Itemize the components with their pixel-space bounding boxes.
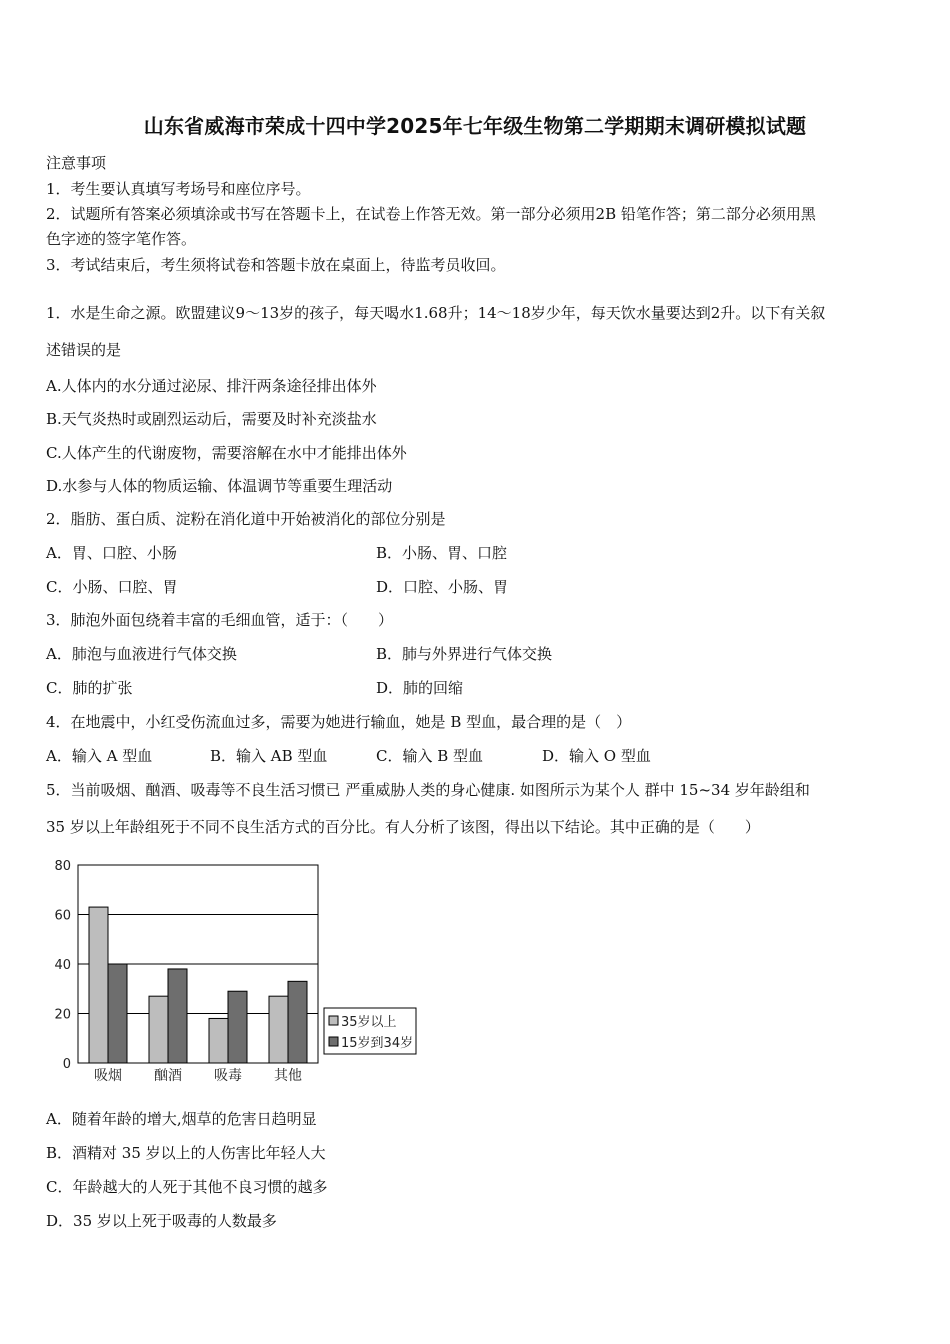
bar-over35-3 xyxy=(209,1018,228,1063)
q4-option-c: C．输入 B 型血 xyxy=(376,747,484,765)
legend-label: 35岁以上 xyxy=(341,1015,397,1030)
q4-option-a: A．输入 A 型血 xyxy=(46,747,153,765)
bar-15to34-1 xyxy=(108,964,127,1063)
q2-stem: 2．脂肪、蛋白质、淀粉在消化道中开始被消化的部位分别是 xyxy=(46,510,446,528)
bar-over35-1 xyxy=(89,907,108,1063)
x-tick-label: 酗酒 xyxy=(154,1068,182,1084)
bar-chart xyxy=(40,848,430,1090)
legend-label: 15岁到34岁 xyxy=(341,1036,414,1051)
bar-over35-2 xyxy=(149,996,168,1063)
q1-option-d: D.水参与人体的物质运输、体温调节等重要生理活动 xyxy=(46,477,393,495)
q2-option-c: C．小肠、口腔、胃 xyxy=(46,578,178,596)
x-tick-label: 吸烟 xyxy=(94,1068,122,1084)
y-tick-label: 60 xyxy=(54,908,71,924)
chart-legend xyxy=(324,1008,416,1054)
q5-option-c: C．年龄越大的人死于其他不良习惯的越多 xyxy=(46,1178,328,1196)
q3-option-c: C．肺的扩张 xyxy=(46,679,133,697)
q3-option-a: A．肺泡与血液进行气体交换 xyxy=(46,645,237,663)
notice-item-2: 2．试题所有答案必须填涂或书写在答题卡上，在试卷上作答无效。第一部分必须用2B 铅笔作答；第二部分必须用黑 xyxy=(46,205,816,223)
q1-stem: 1．水是生命之源。欧盟建议9～13岁的孩子，每天喝水1.68升；14～18岁少年，每天饮水量要达到2升。以下有关叙 xyxy=(46,304,826,322)
legend-swatch xyxy=(329,1016,338,1025)
notice-item-3: 3．考试结束后，考生须将试卷和答题卡放在桌面上，待监考员收回。 xyxy=(46,256,506,274)
bar-15to34-4 xyxy=(288,981,307,1063)
q4-stem: 4．在地震中，小红受伤流血过多，需要为她进行输血，她是 B 型血，最合理的是（ ） xyxy=(46,713,632,731)
legend-swatch xyxy=(329,1037,338,1046)
q5-stem: 5．当前吸烟、酗酒、吸毒等不良生活习惯已 严重威胁人类的身心健康. 如图所示为某个人 群中 15~34 岁年龄组和 xyxy=(46,781,810,799)
bar-15to34-3 xyxy=(228,991,247,1063)
q1-option-a: A.人体内的水分通过泌尿、排汗两条途径排出体外 xyxy=(46,377,377,395)
notice-heading: 注意事项 xyxy=(46,154,107,172)
x-tick-label: 其他 xyxy=(274,1068,302,1084)
q1-option-b: B.天气炎热时或剧烈运动后，需要及时补充淡盐水 xyxy=(46,410,377,428)
q5-option-a: A．随着年龄的增大,烟草的危害日趋明显 xyxy=(46,1110,317,1128)
q3-stem: 3．肺泡外面包绕着丰富的毛细血管，适于：（ ） xyxy=(46,611,394,629)
notice-item-1: 1．考生要认真填写考场号和座位序号。 xyxy=(46,180,311,198)
q3-option-d: D．肺的回缩 xyxy=(376,679,464,697)
chart-bars xyxy=(89,907,307,1063)
y-tick-label: 40 xyxy=(54,958,71,973)
q1-stem-cont: 述错误的是 xyxy=(46,341,122,359)
q2-option-d: D．口腔、小肠、胃 xyxy=(376,578,509,596)
q3-option-b: B．肺与外界进行气体交换 xyxy=(376,645,553,663)
bar-over35-4 xyxy=(269,996,288,1063)
y-tick-label: 0 xyxy=(62,1057,71,1072)
q5-option-d: D．35 岁以上死于吸毒的人数最多 xyxy=(46,1212,277,1230)
q4-option-b: B．输入 AB 型血 xyxy=(210,747,328,765)
q2-option-a: A．胃、口腔、小肠 xyxy=(46,544,177,562)
x-tick-label: 吸毒 xyxy=(214,1068,242,1084)
y-tick-label: 20 xyxy=(54,1007,71,1023)
q5-option-b: B．酒精对 35 岁以上的人伤害比年轻人大 xyxy=(46,1144,326,1162)
q5-stem-cont: 35 岁以上年龄组死于不同不良生活方式的百分比。有人分析了该图，得出以下结论。其中正确的是（ ） xyxy=(46,818,760,836)
q4-option-d: D．输入 O 型血 xyxy=(542,747,651,765)
notice-item-2-cont: 色字迹的签字笔作答。 xyxy=(46,230,197,248)
y-tick-label: 80 xyxy=(54,859,71,874)
q1-option-c: C.人体产生的代谢废物，需要溶解在水中才能排出体外 xyxy=(46,444,407,462)
bar-15to34-2 xyxy=(168,969,187,1063)
exam-title: 山东省威海市荣成十四中学2025年七年级生物第二学期期末调研模拟试题 xyxy=(143,114,807,138)
q2-option-b: B．小肠、胃、口腔 xyxy=(376,544,508,562)
